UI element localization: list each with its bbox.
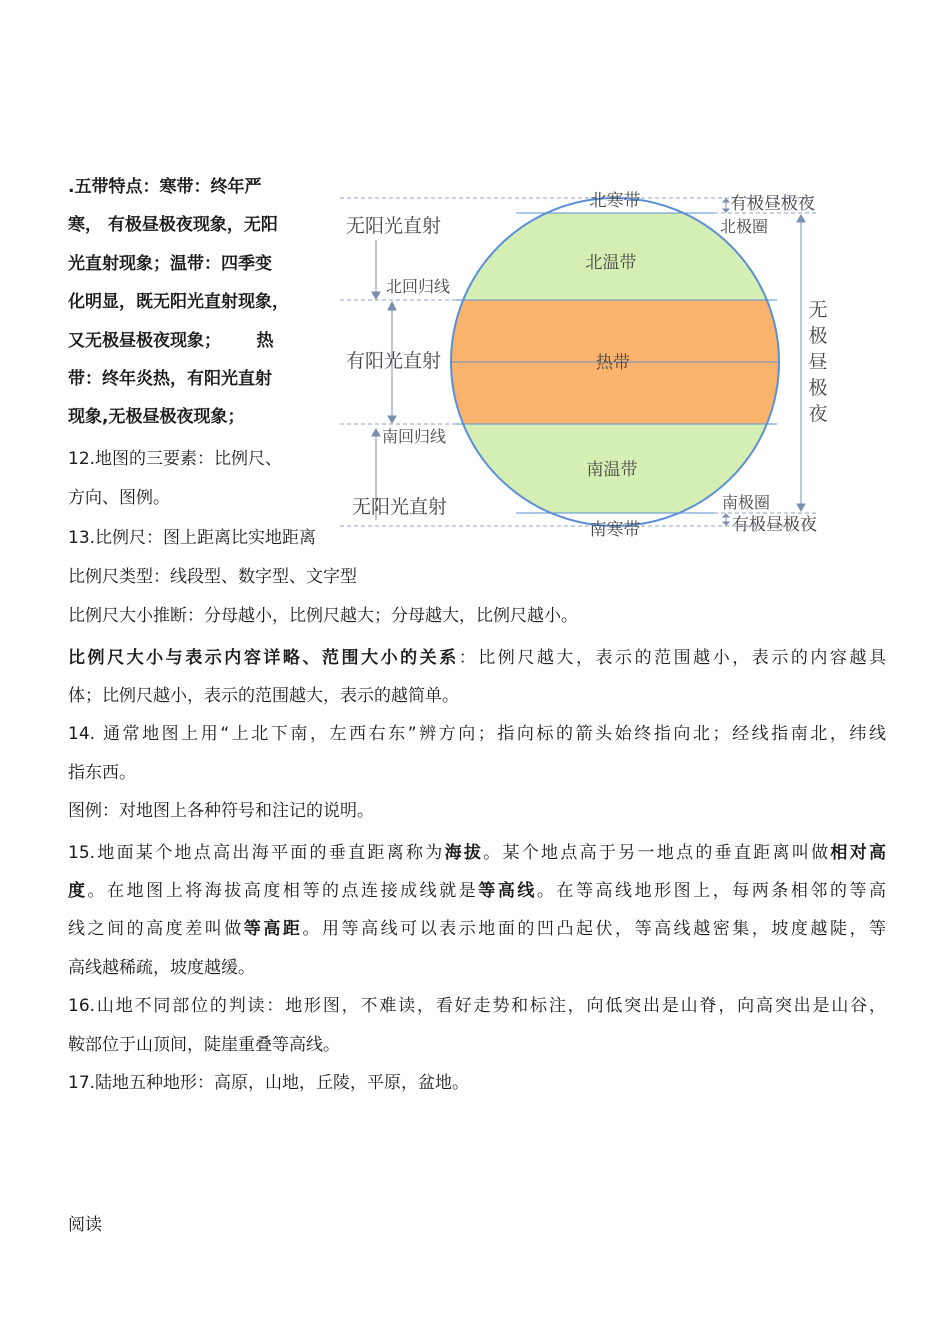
scale-types: 比例尺类型：线段型、数字型、文字型 (68, 567, 357, 587)
scale-relation-line-2: 体；比例尺越小，表示的范围越大，表示的越简单。 (68, 686, 459, 706)
scale-relation-title: 比例尺大小与表示内容详略、范围大小的关系 (68, 648, 459, 668)
zones-line-5: 又无极昼极夜现象； 热 (68, 331, 274, 351)
label-north-temperate: 北温带 (585, 253, 637, 273)
item-15-text-h: 。用等高线可以表示地面的凹凸起伏，等高线越密集，坡度越陡，等 (302, 919, 887, 939)
label-tropic-capricorn: 南回归线 (382, 427, 447, 446)
label-antarctic-circle: 南极圈 (722, 493, 771, 512)
label-south-temperate: 南温带 (586, 460, 638, 480)
item-15-line-4: 高线越稀疏，坡度越缓。 (68, 958, 255, 978)
label-polar-top: 有极昼极夜 (730, 194, 815, 214)
term-altitude: 海拔 (444, 843, 484, 863)
item-15-text-e: 。在地图上将海拔高度相等的点连接成线就是 (87, 881, 479, 901)
five-zones-diagram (336, 180, 836, 550)
item-14-line-2: 指东西。 (68, 763, 136, 783)
label-no-polar-1: 无 (808, 299, 828, 321)
item-12-line-2: 方向、图例。 (68, 488, 170, 508)
term-contour-interval: 等高距 (243, 919, 303, 939)
legend-definition: 图例：对地图上各种符号和注记的说明。 (68, 801, 374, 821)
item-15-text-a: 15.地面某个地点高出海平面的垂直距离称为 (68, 843, 445, 863)
label-no-direct-bottom: 无阳光直射 (352, 496, 448, 518)
term-contour-line: 等高线 (478, 881, 537, 901)
scale-relation-text: ：比例尺越大，表示的范围越小，表示的内容越具 (458, 648, 887, 668)
item-15-line-1 (68, 842, 886, 864)
label-tropical: 热带 (596, 353, 630, 373)
item-14-line-1: 14. 通常地图上用“上北下南，左西右东”辨方向；指向标的箭头始终指向北；经线指南北，纬线 (68, 724, 886, 744)
term-relative-height-part1: 相对高 (830, 843, 887, 863)
item-17: 17.陆地五种地形：高原，山地，丘陵，平原，盆地。 (68, 1073, 470, 1093)
item-15-text-f: 。在等高线地形图上，每两条相邻的等高 (536, 881, 887, 901)
item-16-line-2: 鞍部位于山顶间，陡崖重叠等高线。 (68, 1035, 340, 1055)
label-direct-sun: 有阳光直射 (346, 350, 442, 372)
item-16-line-1: 16.山地不同部位的判读：地形图，不难读，看好走势和标注，向低突出是山脊，向高突出是山谷， (68, 996, 886, 1016)
label-no-polar-3: 昼 (808, 351, 828, 373)
label-no-direct-top: 无阳光直射 (346, 215, 442, 237)
item-15-line-2 (68, 880, 886, 902)
term-relative-height-part2: 度 (68, 881, 88, 901)
label-no-polar-2: 极 (808, 325, 828, 347)
label-south-frigid: 南寒带 (589, 520, 641, 540)
label-polar-bottom: 有极昼极夜 (732, 515, 817, 535)
item-15-text-c: 。某个地点高于另一地点的垂直距离叫做 (483, 843, 831, 863)
zones-line-7: 现象,无极昼极夜现象； (68, 407, 245, 427)
label-tropic-cancer: 北回归线 (386, 277, 451, 296)
label-north-frigid: 北寒带 (589, 191, 641, 211)
scale-relation-line-1 (68, 647, 886, 669)
scale-infer: 比例尺大小推断：分母越小，比例尺越大；分母越大，比例尺越小。 (68, 606, 578, 626)
label-arctic-circle: 北极圈 (720, 217, 769, 236)
label-no-polar-4: 极 (808, 377, 828, 399)
footer-read: 阅读 (68, 1215, 102, 1235)
item-12-line-1: 12.地图的三要素：比例尺、 (68, 449, 283, 469)
zones-line-4: 化明显，既无阳光直射现象， (68, 292, 289, 312)
item-13-line-1: 13.比例尺：图上距离比实地距离 (68, 528, 317, 548)
zones-line-3: 光直射现象；温带：四季变 (68, 254, 272, 274)
zones-line-2: 寒， 有极昼极夜现象，无阳 (68, 215, 278, 235)
item-15-line-3 (68, 918, 886, 940)
zones-line-6: 带：终年炎热，有阳光直射 (68, 369, 272, 389)
item-15-text-g: 线之间的高度差叫做 (68, 919, 244, 939)
label-no-polar-5: 夜 (808, 403, 828, 425)
zones-line-1: .五带特点：寒带：终年严 (68, 177, 262, 197)
